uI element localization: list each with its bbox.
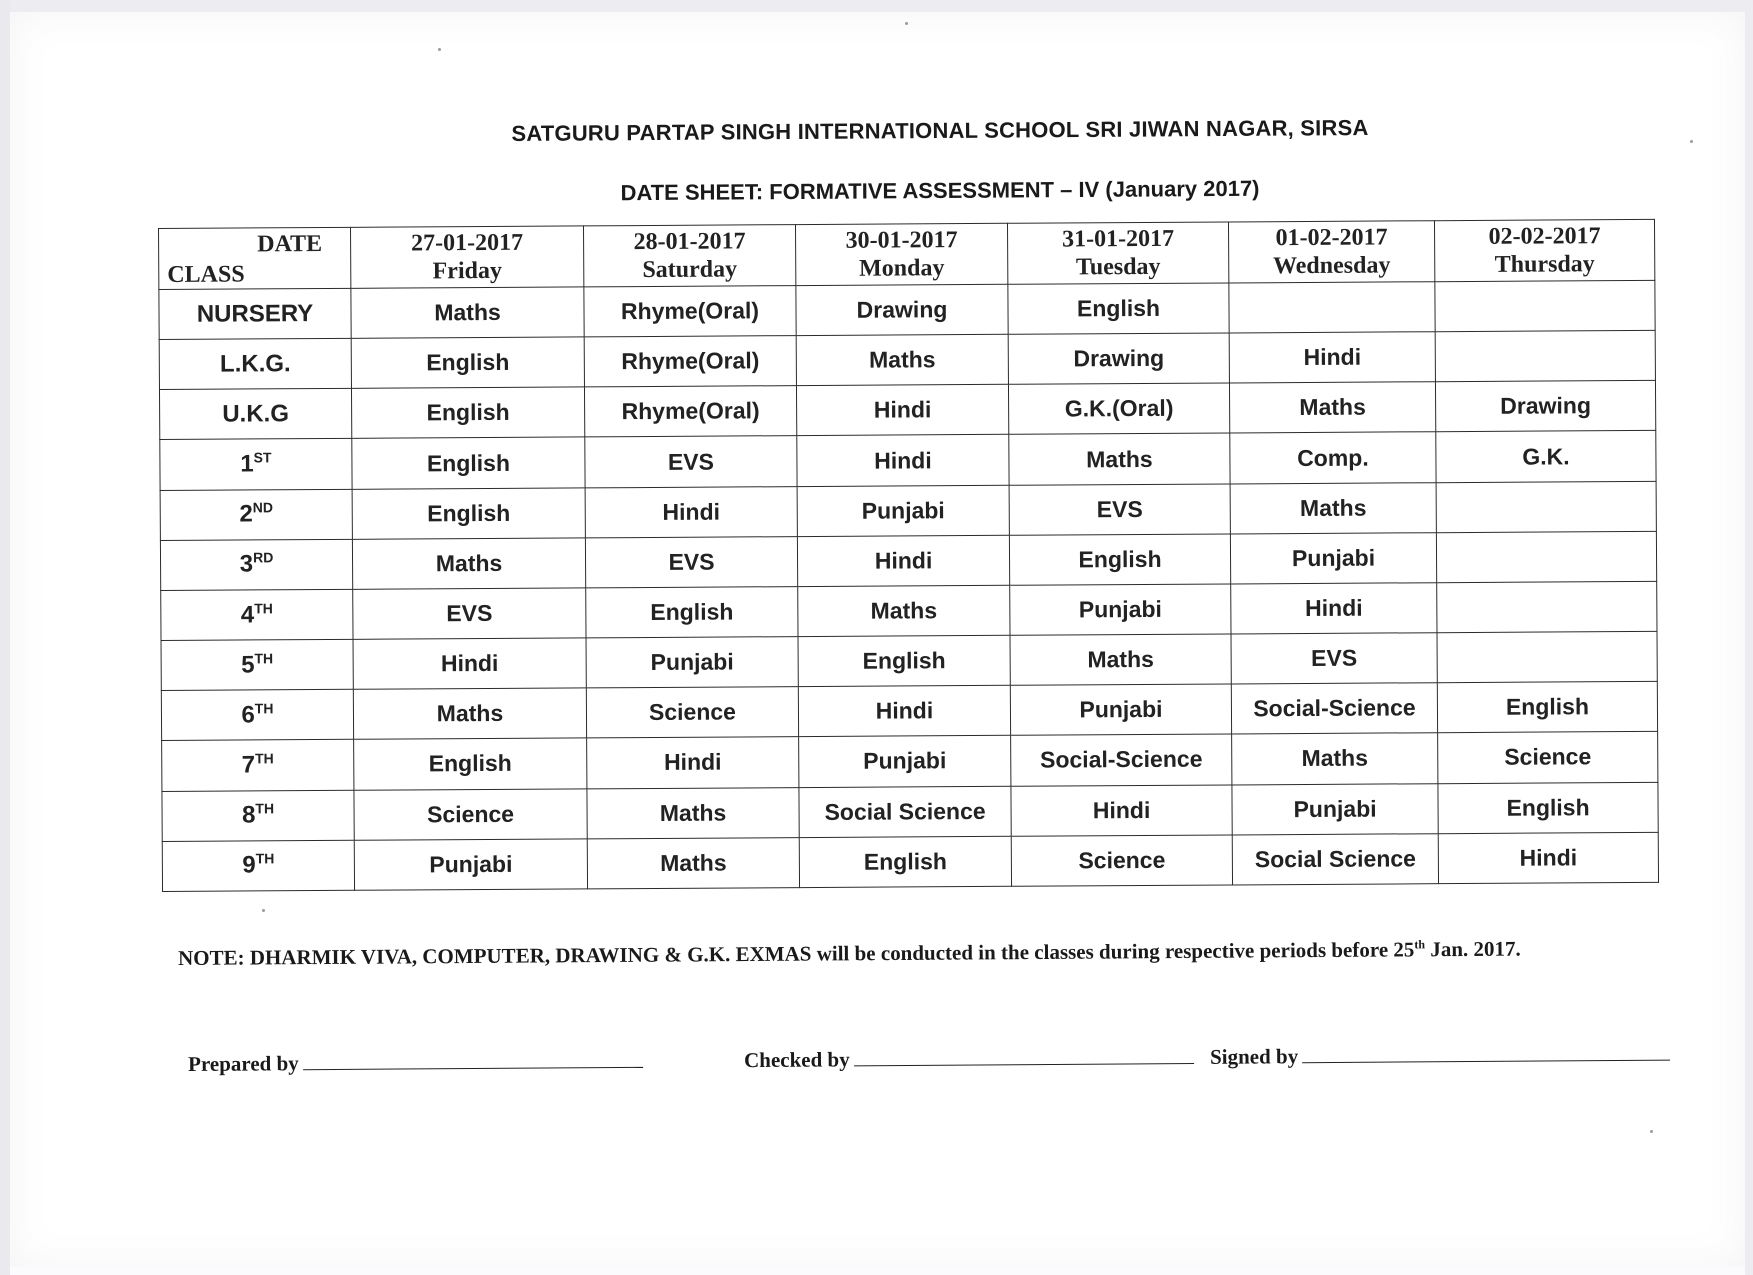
subject-cell: English (799, 836, 1011, 888)
subject-cell: Punjabi (1010, 684, 1231, 736)
header-day: Tuesday (1075, 253, 1161, 281)
subject-cell: Hindi (1229, 332, 1435, 383)
column-header-date (583, 225, 795, 287)
header-day: Friday (432, 257, 503, 285)
class-cell (160, 489, 352, 540)
subject-cell: EVS (1231, 633, 1437, 684)
table-row (159, 280, 1655, 339)
class-cell (160, 439, 352, 490)
table-row (162, 732, 1658, 791)
checked-by-line (854, 1045, 1194, 1066)
subject-cell: G.K.(Oral) (1008, 383, 1229, 435)
subject-cell (1437, 631, 1657, 682)
subject-cell: English (1437, 682, 1657, 733)
scan-speck (262, 909, 265, 912)
subject-cell: Hindi (1011, 785, 1232, 837)
subject-cell: Maths (1010, 634, 1231, 686)
subject-cell: Social Science (1232, 833, 1438, 885)
column-header-date (795, 223, 1007, 285)
table-row (161, 631, 1657, 690)
subject-cell: Punjabi (1230, 532, 1436, 583)
header-row (159, 219, 1655, 289)
subject-cell (1436, 481, 1656, 532)
class-name: 4 (240, 600, 255, 629)
subject-cell: English (351, 337, 584, 389)
subject-cell: Drawing (796, 284, 1008, 335)
subject-cell: Maths (1009, 433, 1230, 485)
subject-cell (1436, 531, 1656, 582)
class-name: 1 (240, 450, 254, 478)
subject-cell (1437, 581, 1657, 632)
class-cell (159, 389, 351, 440)
class-cell (161, 690, 353, 741)
subject-cell: Maths (1230, 482, 1436, 533)
prepared-by-label: Prepared by (188, 1051, 299, 1076)
date-sheet-title: DATE SHEET: FORMATIVE ASSESSMENT – IV (January 2017) (620, 175, 1260, 206)
header-day: Thursday (1494, 251, 1595, 278)
subject-cell: Punjabi (1010, 584, 1231, 636)
subject-cell: Rhyme(Oral) (584, 336, 796, 387)
subject-cell: G.K. (1436, 431, 1656, 482)
class-suffix: ND (252, 499, 274, 516)
class-name: 8 (241, 801, 256, 829)
table-row (159, 381, 1655, 440)
note-text: NOTE: DHARMIK VIVA, COMPUTER, DRAWING & G.K. EXMAS will be conducted in the classes during respective periods before 25 (178, 937, 1415, 970)
class-cell (162, 790, 354, 841)
table-row (159, 331, 1655, 390)
subject-cell: Punjabi (799, 736, 1011, 787)
column-header-date (1007, 222, 1228, 284)
subject-cell: Science (1011, 835, 1232, 887)
class-name: 6 (241, 701, 255, 729)
subject-cell: Rhyme(Oral) (584, 286, 796, 337)
subject-cell: Maths (1232, 733, 1438, 784)
class-name: 3 (239, 550, 254, 578)
subject-cell: Drawing (1008, 333, 1229, 385)
header-day: Saturday (642, 256, 738, 284)
class-suffix: TH (254, 700, 274, 717)
subject-cell: English (586, 587, 798, 638)
header-date: 31-01-2017 (1062, 225, 1175, 253)
subject-cell: Hindi (797, 435, 1009, 486)
subject-cell (1229, 282, 1435, 333)
corner-cell (159, 227, 351, 289)
table-row (161, 581, 1657, 640)
subject-cell: English (1438, 782, 1658, 833)
header-date: 30-01-2017 (845, 227, 958, 254)
table-row (160, 431, 1656, 490)
subject-cell: EVS (1009, 484, 1230, 536)
subject-cell: Punjabi (354, 839, 587, 891)
subject-cell: Maths (798, 585, 1010, 636)
subject-cell: Maths (587, 837, 799, 889)
class-name: 2 (239, 500, 253, 528)
subject-cell: Punjabi (797, 485, 1009, 536)
column-header-date (1228, 221, 1434, 283)
subject-cell: Social-Science (1231, 683, 1437, 734)
table-row (160, 531, 1656, 590)
class-suffix: RD (253, 549, 274, 566)
class-name: 7 (241, 751, 256, 779)
school-title: SATGURU PARTAP SINGH INTERNATIONAL SCHOOL SRI JIWAN NAGAR, SIRSA (511, 115, 1369, 146)
header-day: Wednesday (1272, 252, 1391, 280)
subject-cell: Maths (351, 287, 584, 339)
subject-cell: Hindi (585, 486, 797, 537)
date-sheet-table-wrap (158, 219, 1658, 892)
subject-cell: English (798, 635, 1010, 686)
class-cell (162, 840, 354, 891)
subject-cell: Hindi (1438, 832, 1658, 884)
class-name: L.K.G. (219, 349, 291, 378)
subject-cell: English (352, 437, 585, 489)
subject-cell: English (354, 738, 587, 790)
corner-class-label: CLASS (167, 261, 245, 288)
subject-cell: Maths (353, 688, 586, 740)
subject-cell: EVS (585, 436, 797, 487)
scan-edge-top (0, 0, 1753, 12)
column-header-date (350, 226, 583, 288)
scan-edge-left (0, 0, 10, 1275)
subject-cell: Science (586, 687, 798, 738)
class-suffix: TH (255, 750, 274, 767)
signed-by (1210, 1042, 1670, 1070)
class-suffix: TH (254, 599, 273, 616)
subject-cell: Punjabi (586, 637, 798, 688)
subject-cell: Hindi (798, 686, 1010, 737)
subject-cell: Punjabi (1232, 783, 1438, 834)
subject-cell: Hindi (587, 737, 799, 788)
subject-cell: English (1008, 283, 1229, 335)
subject-cell: Maths (796, 334, 1008, 385)
signed-by-line (1302, 1042, 1670, 1064)
column-header-date (1434, 219, 1654, 281)
class-name: U.K.G (222, 400, 290, 428)
class-cell (159, 338, 351, 389)
scan-edge-right (1745, 0, 1753, 1275)
class-cell (159, 288, 351, 339)
class-cell (162, 740, 354, 791)
prepared-by-line (303, 1049, 643, 1070)
checked-by (744, 1045, 1194, 1073)
class-cell (160, 539, 352, 590)
header-day: Monday (858, 255, 945, 282)
header-date: 27-01-2017 (411, 229, 524, 257)
scan-speck (438, 48, 441, 51)
class-suffix: TH (255, 800, 275, 817)
class-cell (161, 589, 353, 640)
note-text-end: Jan. 2017. (1424, 936, 1521, 962)
subject-cell: English (351, 387, 584, 439)
scan-speck (1650, 1130, 1653, 1133)
subject-cell: English (352, 488, 585, 540)
date-sheet-table (158, 219, 1659, 892)
subject-cell: Drawing (1435, 381, 1655, 432)
subject-cell: Maths (1229, 382, 1435, 433)
subject-cell: Hindi (797, 535, 1009, 586)
corner-date-label: DATE (257, 230, 323, 258)
subject-cell: Science (1438, 732, 1658, 783)
class-suffix: TH (255, 850, 275, 867)
subject-cell: Maths (352, 538, 585, 590)
header-date: 28-01-2017 (633, 228, 746, 256)
class-name: 9 (242, 851, 256, 879)
scan-speck (1690, 140, 1693, 143)
subject-cell: English (1009, 534, 1230, 586)
class-cell (161, 639, 353, 690)
subject-cell (1435, 331, 1655, 382)
subject-cell: Comp. (1230, 432, 1436, 483)
header-date: 01-02-2017 (1275, 224, 1388, 252)
subject-cell: Hindi (1231, 583, 1437, 634)
table-row (161, 682, 1657, 741)
table-row (162, 832, 1658, 891)
class-name: NURSERY (196, 299, 314, 328)
subject-cell: EVS (353, 588, 586, 640)
note-sup: th (1414, 937, 1426, 952)
scan-speck (905, 22, 908, 25)
checked-by-label: Checked by (743, 1047, 850, 1073)
subject-cell: Hindi (353, 638, 586, 690)
subject-cell (1435, 280, 1655, 331)
subject-cell: Maths (587, 787, 799, 838)
subject-cell: Social Science (799, 786, 1011, 837)
header-date: 02-02-2017 (1488, 223, 1601, 250)
subject-cell: Social-Science (1011, 734, 1232, 786)
subject-cell: Hindi (796, 385, 1008, 436)
class-suffix: ST (253, 449, 272, 466)
subject-cell: Rhyme(Oral) (584, 386, 796, 437)
signed-by-label: Signed by (1209, 1044, 1299, 1069)
date-sheet-body (159, 280, 1659, 891)
table-row (160, 481, 1656, 540)
prepared-by (188, 1049, 643, 1077)
table-row (162, 782, 1658, 841)
class-suffix: TH (254, 649, 274, 667)
class-name: 5 (241, 651, 255, 679)
subject-cell: Science (354, 788, 587, 840)
subject-cell: EVS (585, 536, 797, 587)
